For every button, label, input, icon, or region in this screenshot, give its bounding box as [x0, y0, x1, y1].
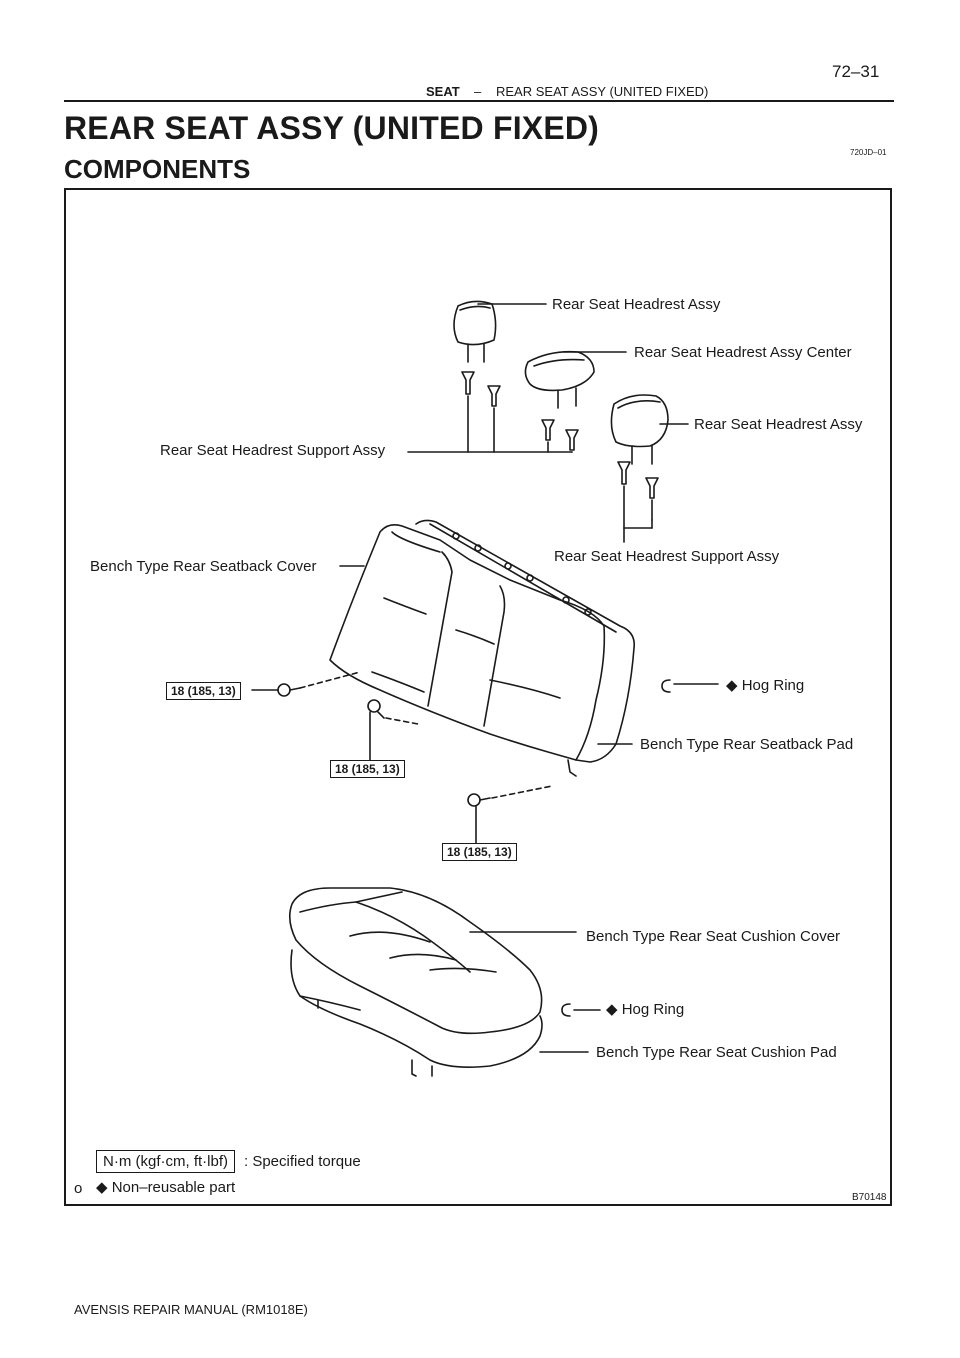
hog-ring-lower-icon	[562, 1004, 570, 1016]
page-title: REAR SEAT ASSY (UNITED FIXED)	[64, 110, 600, 146]
torque-spec-2: 18 (185, 13)	[330, 760, 405, 778]
header-section: SEAT	[426, 84, 460, 99]
legend-unit-box: N·m (kgf·cm, ft·lbf)	[96, 1150, 235, 1173]
page-number: 72–31	[832, 62, 880, 81]
figure-id: B70148	[852, 1192, 887, 1203]
hog-ring-upper-icon	[662, 680, 670, 692]
label-support-lower: Rear Seat Headrest Support Assy	[554, 548, 780, 565]
legend-bullet: o	[74, 1180, 83, 1197]
bolts-drawing	[278, 684, 490, 806]
supports-lower-drawing	[618, 462, 658, 528]
torque-spec-1: 18 (185, 13)	[166, 682, 241, 700]
headrest-right-drawing	[611, 395, 668, 464]
torque-spec-3: 18 (185, 13)	[442, 843, 517, 861]
label-hog-ring-upper: ◆ Hog Ring	[726, 677, 805, 694]
supports-upper-drawing	[408, 372, 578, 452]
label-support-upper: Rear Seat Headrest Support Assy	[160, 442, 386, 459]
label-headrest-right: Rear Seat Headrest Assy	[694, 416, 863, 433]
label-cushion-cover: Bench Type Rear Seat Cushion Cover	[586, 928, 841, 945]
label-cushion-pad: Bench Type Rear Seat Cushion Pad	[596, 1044, 837, 1061]
doc-code: 720JD–01	[850, 148, 887, 157]
headrest-left-drawing	[454, 301, 496, 362]
header-dash: –	[474, 84, 482, 99]
label-seatback-pad: Bench Type Rear Seatback Pad	[640, 736, 854, 753]
label-hog-ring-lower: ◆ Hog Ring	[606, 1001, 685, 1018]
label-headrest-left: Rear Seat Headrest Assy	[552, 296, 721, 313]
label-seatback-cover: Bench Type Rear Seatback Cover	[90, 558, 317, 575]
legend-non-reusable: ◆ Non–reusable part	[96, 1179, 236, 1196]
legend-unit-text: : Specified torque	[244, 1153, 361, 1170]
headrest-center-drawing	[525, 352, 594, 408]
header-subsection: REAR SEAT ASSY (UNITED FIXED)	[496, 84, 709, 99]
label-headrest-center: Rear Seat Headrest Assy Center	[634, 344, 852, 361]
bolt-paths	[300, 672, 552, 798]
footer-manual-name: AVENSIS REPAIR MANUAL (RM1018E)	[74, 1302, 308, 1317]
section-subtitle: COMPONENTS	[64, 154, 251, 184]
